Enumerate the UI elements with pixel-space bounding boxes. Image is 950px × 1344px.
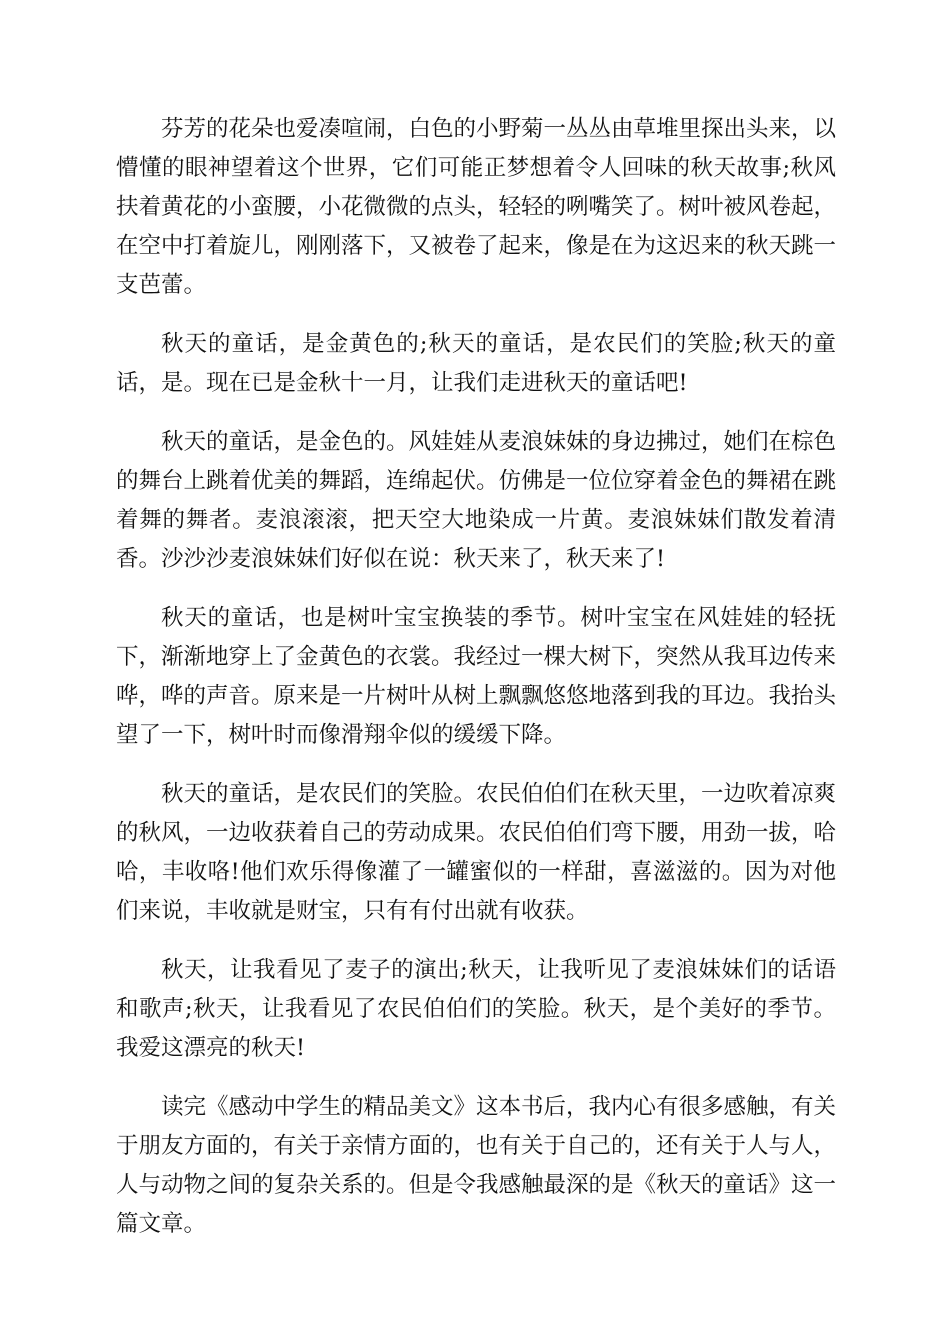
paragraph-4: 秋天的童话，也是树叶宝宝换装的季节。树叶宝宝在风娃娃的轻抚下，渐渐地穿上了金黄色的衣裳。我经过一棵大树下，突然从我耳边传来哗，哗的声音。原来是一片树叶从树上飘飘悠悠地落到我的耳边。我抬头望了一下，树叶时而像滑翔伞似的缓缓下降。: [116, 605, 837, 748]
document-body: [116, 110, 836, 1264]
paragraph-5: 秋天的童话，是农民们的笑脸。农民伯伯们在秋天里，一边吹着凉爽的秋风，一边收获着自己的劳动成果。农民伯伯们弯下腰，用劲一拔，哈哈，丰收咯!他们欢乐得像灌了一罐蜜似的一样甜，喜滋滋的。因为对他们来说，丰收就是财宝，只有有付出就有收获。: [116, 781, 837, 924]
paragraph-6: 秋天，让我看见了麦子的演出;秋天，让我听见了麦浪妹妹们的话语和歌声;秋天，让我看见了农民伯伯们的笑脸。秋天，是个美好的季节。我爱这漂亮的秋天!: [116, 957, 836, 1061]
paragraph-2: 秋天的童话，是金黄色的;秋天的童话，是农民们的笑脸;秋天的童话，是。现在已是金秋十一月，让我们走进秋天的童话吧!: [116, 331, 836, 396]
paragraph-3: 秋天的童话，是金色的。风娃娃从麦浪妹妹的身边拂过，她们在棕色的舞台上跳着优美的舞蹈，连绵起伏。仿佛是一位位穿着金色的舞裙在跳着舞的舞者。麦浪滚滚，把天空大地染成一片黄。麦浪妹妹们散发着清香。沙沙沙麦浪妹妹们好似在说：秋天来了，秋天来了!: [116, 429, 837, 572]
paragraph-7: 读完《感动中学生的精品美文》这本书后，我内心有很多感触，有关于朋友方面的，有关于亲情方面的，也有关于自己的，还有关于人与人，人与动物之间的复杂关系的。但是令我感触最深的是《秋天的童话》这一篇文章。: [116, 1094, 837, 1237]
paragraph-1: 芬芳的花朵也爱凑喧闹，白色的小野菊一丛丛由草堆里探出头来，以懵懂的眼神望着这个世界，它们可能正梦想着令人回味的秋天故事;秋风扶着黄花的小蛮腰，小花微微的点头，轻轻的咧嘴笑了。树叶被风卷起，在空中打着旋儿，刚刚落下，又被卷了起来，像是在为这迟来的秋天跳一支芭蕾。: [116, 116, 837, 298]
